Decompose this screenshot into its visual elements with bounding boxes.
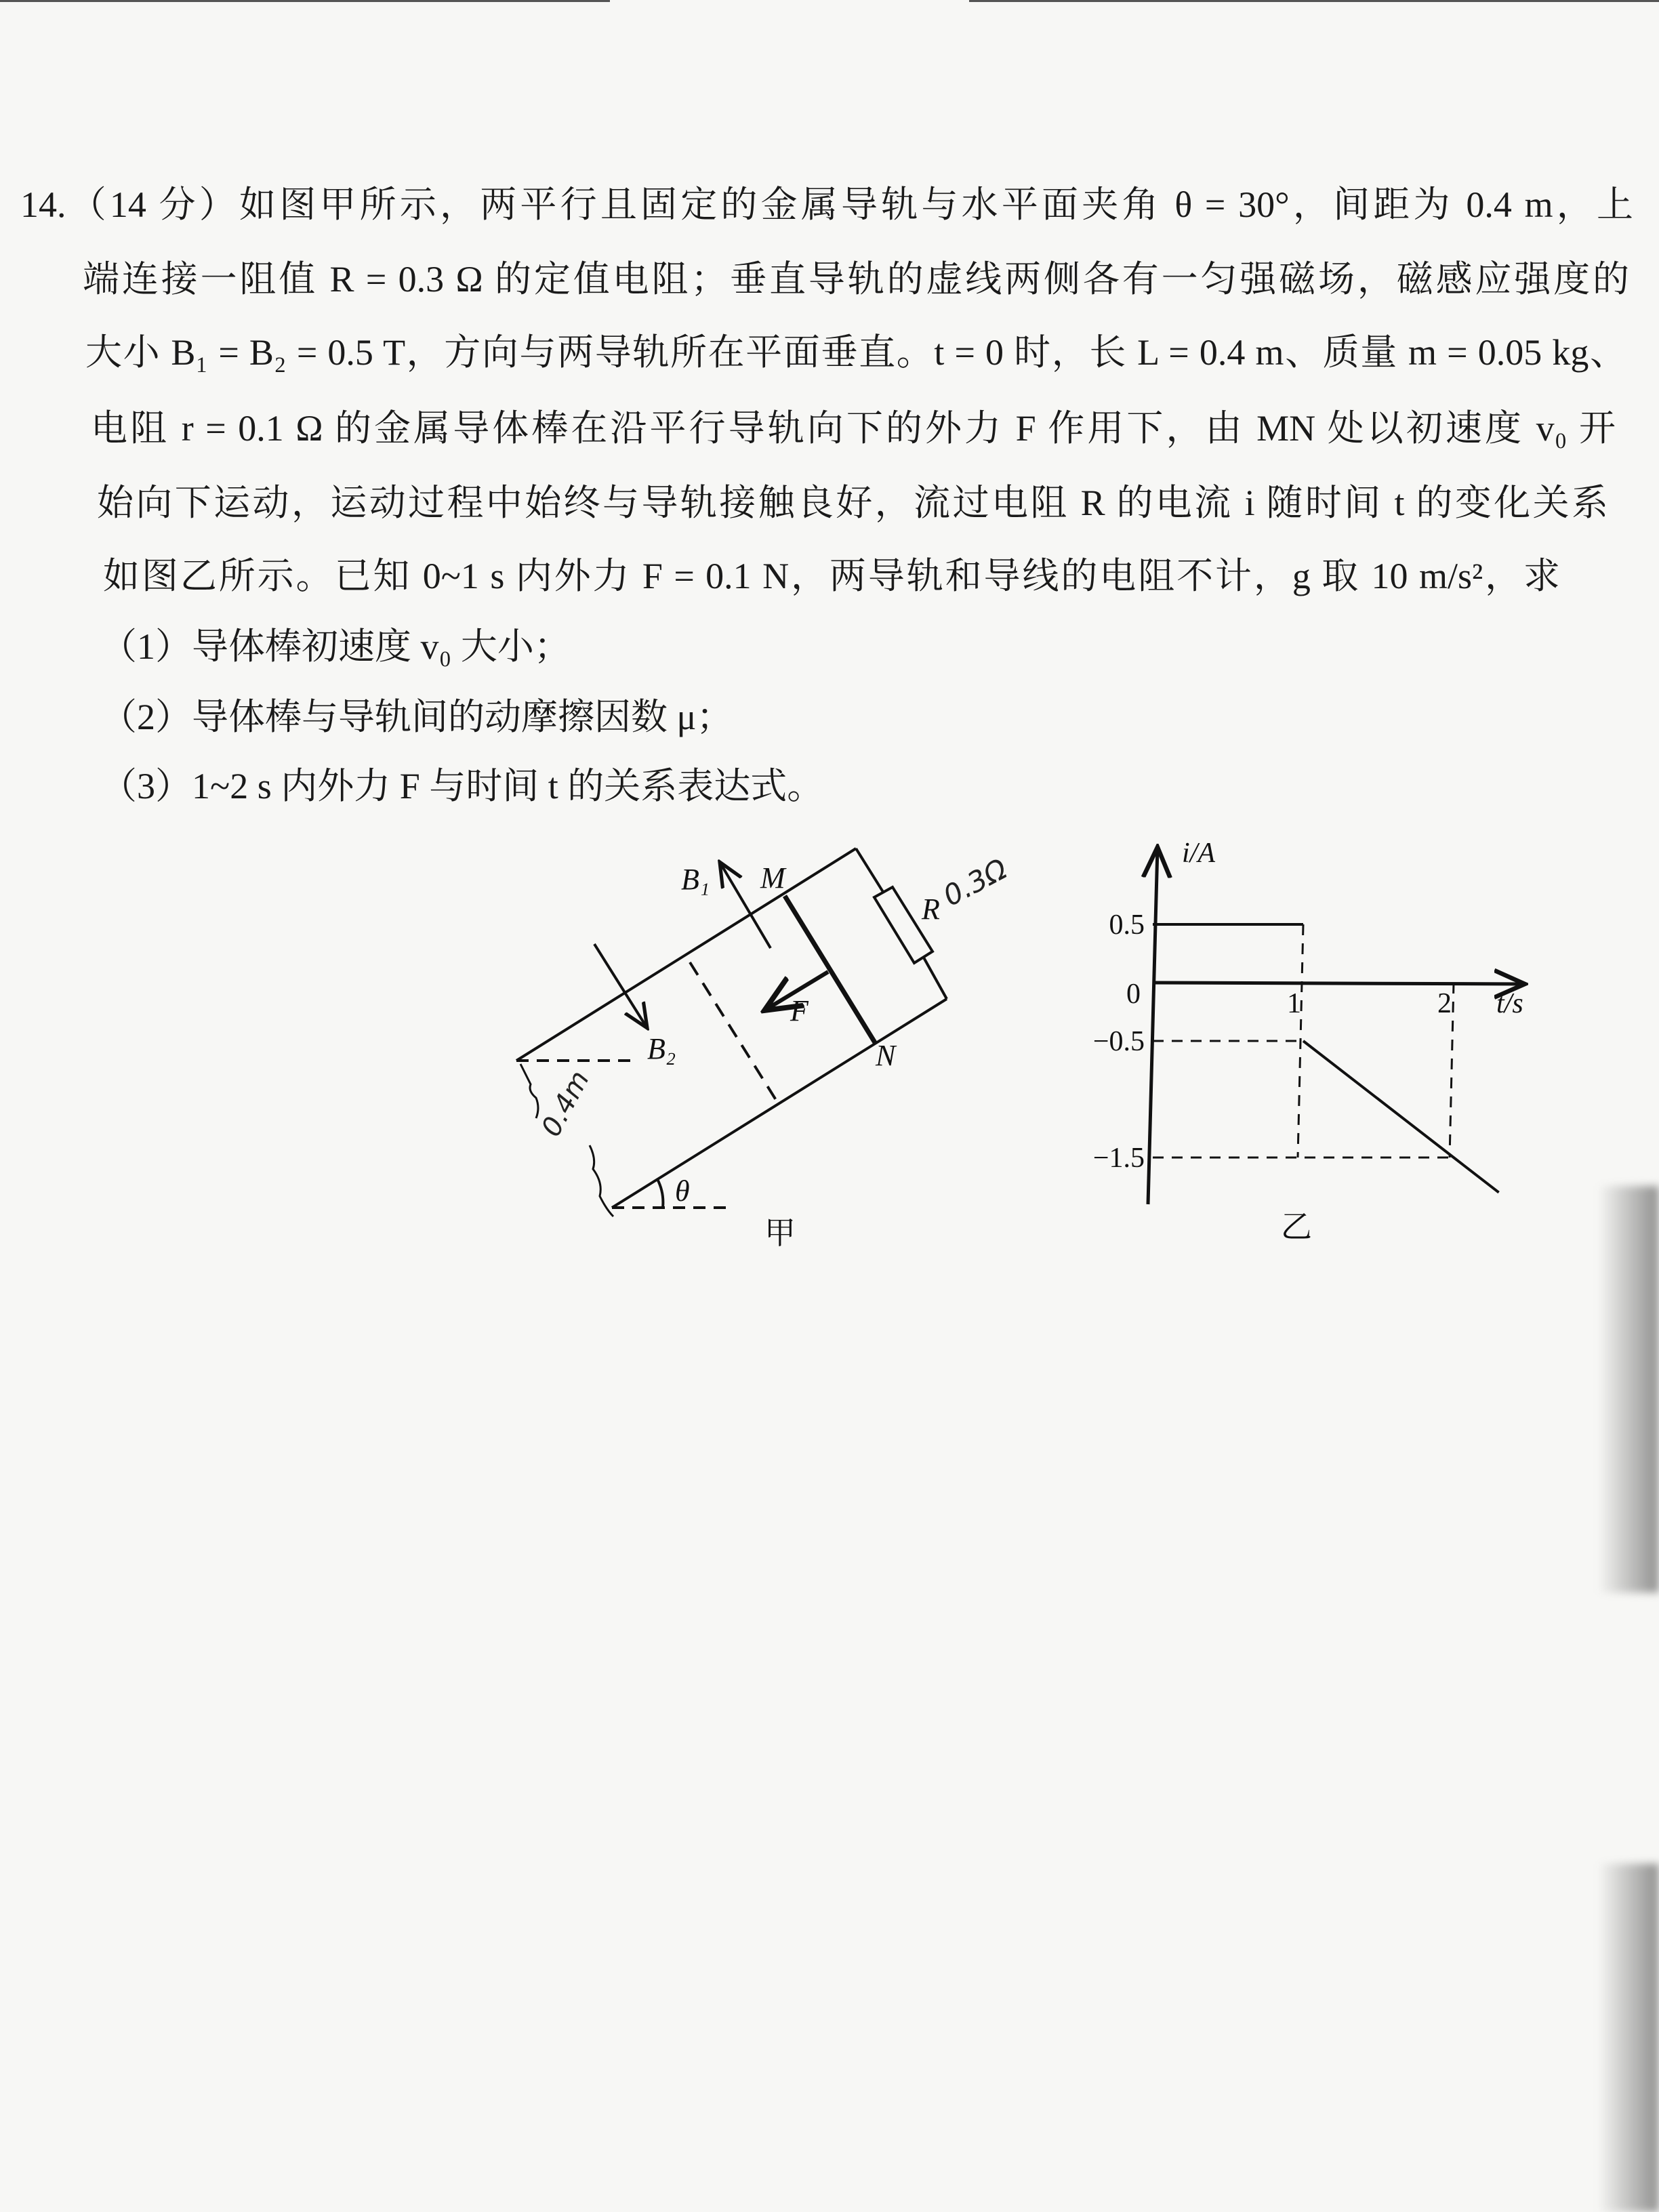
label-r: R	[922, 893, 940, 926]
y-tick-label: −1.5	[1092, 1143, 1145, 1174]
origin-label: 0	[1126, 979, 1141, 1010]
figure-yi-chart	[1093, 847, 1525, 1204]
question-line: 始向下运动，运动过程中始终与导轨接触良好，流过电阻 R 的电流 i 随时间 t 的变化关系	[97, 483, 1608, 523]
resistor-wire	[924, 958, 947, 999]
data-line-segment-2	[1303, 1041, 1499, 1193]
label-b1: B₁	[681, 863, 710, 896]
guide-line	[1298, 924, 1303, 1158]
handwritten-resistor-note: 0.3Ω	[937, 852, 1013, 913]
label-theta: θ	[675, 1174, 690, 1208]
y-tick-label: 0.5	[1109, 909, 1145, 941]
y-tick-label: −0.5	[1092, 1026, 1145, 1057]
sub-question-2: （2）导体棒与导轨间的动摩擦因数 μ；	[100, 697, 733, 737]
question-line: 大小 B₁ = B₂ = 0.5 T，方向与两导轨所在平面垂直。t = 0 时，长 L = 0.4 m、质量 m = 0.05 kg、	[85, 332, 1626, 373]
sub-question-1: （1）导体棒初速度 v₀ 大小；	[100, 626, 571, 667]
y-axis	[1148, 847, 1158, 1204]
b2-arrow-icon	[594, 944, 647, 1028]
label-f: F	[790, 994, 808, 1027]
question-line: 电阻 r = 0.1 Ω 的金属导体棒在沿平行导轨向下的外力 F 作用下，由 MN 处以初速度 v₀ 开	[91, 408, 1616, 449]
angle-arc	[657, 1179, 663, 1208]
sub-question-3: （3）1~2 s 内外力 F 与时间 t 的关系表达式。	[100, 766, 824, 806]
x-tick-label: 1	[1287, 988, 1301, 1019]
label-m: M	[760, 861, 785, 895]
question-line: 端连接一阻值 R = 0.3 Ω 的定值电阻；垂直导轨的虚线两侧各有一匀强磁场，磁感应强度的	[83, 259, 1629, 300]
lower-rail	[612, 999, 947, 1208]
handwritten-width-note: 0.4m	[535, 1065, 596, 1142]
caption-jia: 甲	[764, 1216, 796, 1250]
question-line: 如图乙所示。已知 0~1 s 内外力 F = 0.1 N，两导轨和导线的电阻不计，g 取 10 m/s²，求	[103, 556, 1560, 596]
caption-yi: 乙	[1281, 1210, 1312, 1244]
x-axis-label: t/s	[1496, 988, 1523, 1019]
label-b2: B₂	[647, 1032, 676, 1065]
figure-jia	[516, 848, 947, 1216]
y-axis-label: i/A	[1182, 838, 1215, 869]
question-line: 14.（14 分）如图甲所示，两平行且固定的金属导轨与水平面夹角 θ = 30°，间距为 0.4 m，上	[20, 184, 1633, 225]
field-boundary	[690, 962, 776, 1100]
x-axis	[1153, 983, 1525, 984]
label-n: N	[876, 1039, 896, 1072]
x-tick-label: 2	[1437, 988, 1452, 1019]
resistor-wire	[856, 848, 883, 892]
